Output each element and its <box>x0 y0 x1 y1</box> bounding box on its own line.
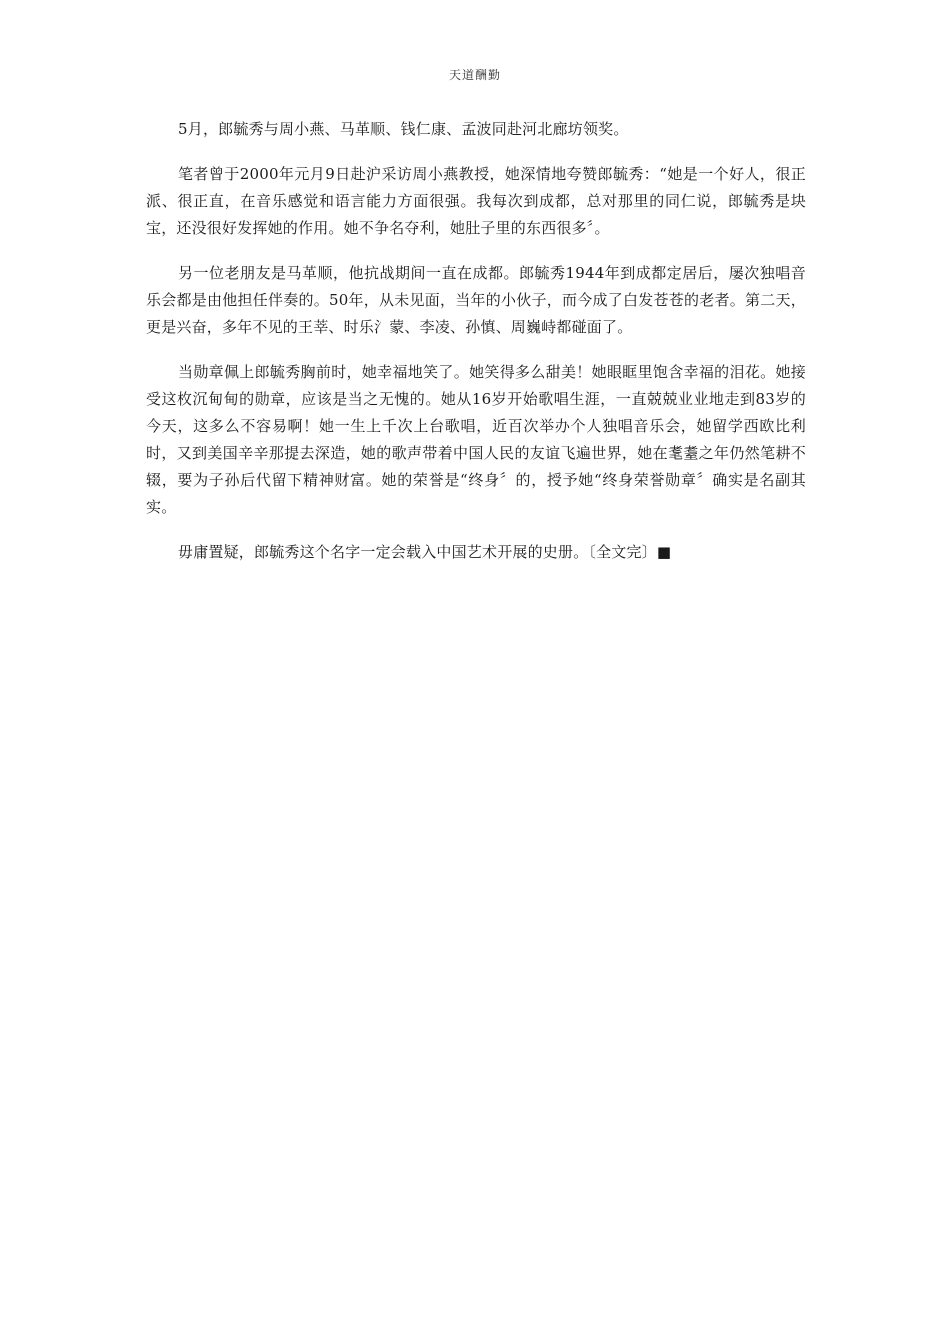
article-body <box>146 116 806 584</box>
page-header: 天道酬勤 <box>448 68 501 82</box>
paragraph-4: 当勋章佩上郎毓秀胸前时，她幸福地笑了。她笑得多么甜美！她眼眶里饱含幸福的泪花。她接受这枚沉甸甸的勋章，应该是当之无愧的。她从16岁开始歌唱生涯，一直兢兢业业地走到83岁的今天，这多么不容易啊！她一生上千次上台歌唱，近百次举办个人独唱音乐会，她留学西欧比利时，又到美国辛辛那提去深造，她的歌声带着中国人民的友谊飞遍世界，她在耄耋之年仍然笔耕不辍，要为子孙后代留下精神财富。她的荣誉是“终身〞的，授予她“终身荣誉勋章〞确实是名副其实。 <box>146 363 806 516</box>
paragraph-3: 另一位老朋友是马革顺，他抗战期间一直在成都。郎毓秀1944年到成都定居后，屡次独唱音乐会都是由他担任伴奏的。50年，从未见面，当年的小伙子，而今成了白发苍苍的老者。第二天，更是兴奋，多年不见的王莘、时乐氵蒙、李凌、孙慎、周巍峙都碰面了。 <box>146 264 806 336</box>
paragraph-5: 毋庸置疑，郎毓秀这个名字一定会载入中国艺术开展的史册。〔全文完〕■ <box>178 543 672 561</box>
paragraph-1: 5月，郎毓秀与周小燕、马革顺、钱仁康、孟波同赴河北廊坊领奖。 <box>178 120 629 138</box>
paragraph-2: 笔者曾于2000年元月9日赴沪采访周小燕教授，她深情地夸赞郎毓秀：“她是一个好人，很正派、很正直，在音乐感觉和语言能力方面很强。我每次到成都，总对那里的同仁说，郎毓秀是块宝，还没很好发挥她的作用。她不争名夺利，她肚子里的东西很多〞。 <box>146 165 806 237</box>
